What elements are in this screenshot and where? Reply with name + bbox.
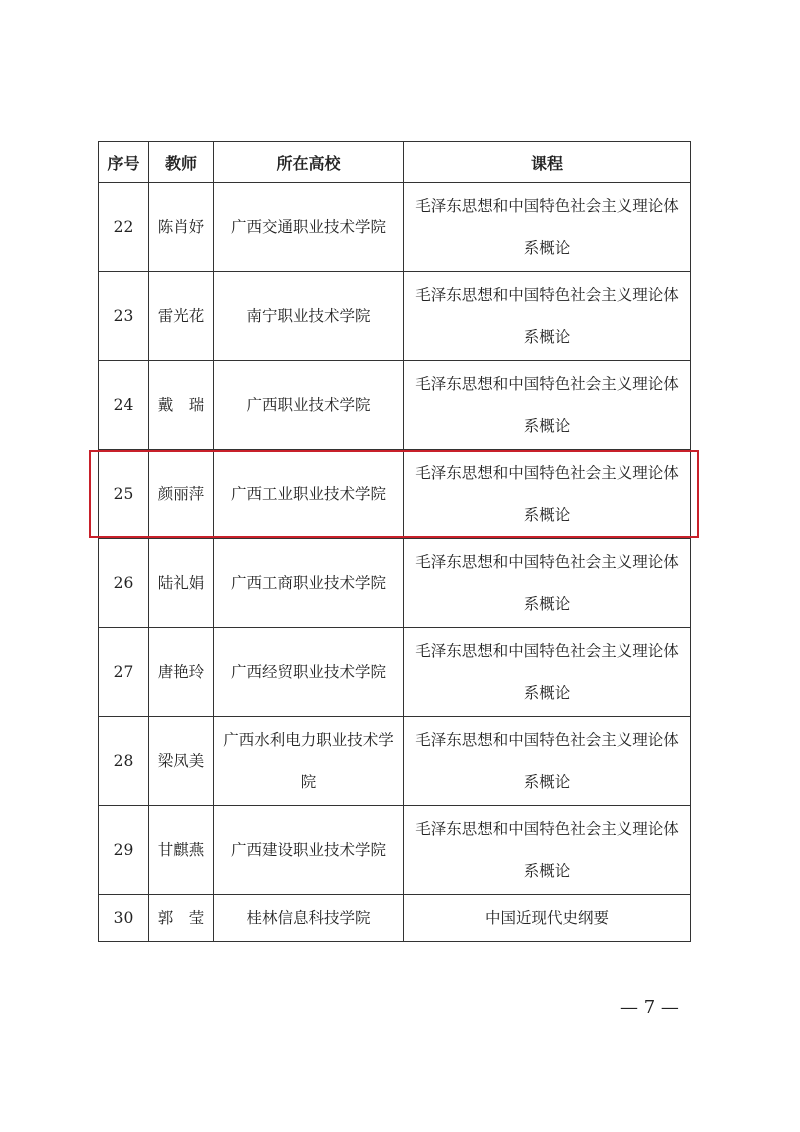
- cell-no: 23: [99, 272, 149, 361]
- cell-teacher: 甘麒燕: [149, 806, 214, 895]
- cell-school: 南宁职业技术学院: [214, 272, 404, 361]
- cell-no: 25: [99, 450, 149, 539]
- cell-teacher: 陈肖妤: [149, 183, 214, 272]
- cell-no: 22: [99, 183, 149, 272]
- header-teacher: 教师: [149, 142, 214, 183]
- cell-no: 26: [99, 539, 149, 628]
- table-row: [99, 183, 691, 272]
- cell-school: 桂林信息科技学院: [214, 895, 404, 942]
- table-row: [99, 272, 691, 361]
- cell-no: 24: [99, 361, 149, 450]
- teacher-table: [98, 141, 691, 942]
- header-course: 课程: [404, 142, 691, 183]
- page-number: — 7 —: [620, 997, 679, 1018]
- cell-course: 毛泽东思想和中国特色社会主义理论体系概论: [404, 628, 691, 717]
- cell-teacher: 雷光花: [149, 272, 214, 361]
- table-row: [99, 717, 691, 806]
- cell-no: 29: [99, 806, 149, 895]
- table-row: [99, 539, 691, 628]
- table-row: [99, 806, 691, 895]
- cell-course: 毛泽东思想和中国特色社会主义理论体系概论: [404, 806, 691, 895]
- cell-teacher: 陆礼娟: [149, 539, 214, 628]
- cell-teacher: 戴 瑞: [149, 361, 214, 450]
- cell-school: 广西水利电力职业技术学院: [214, 717, 404, 806]
- cell-school: 广西职业技术学院: [214, 361, 404, 450]
- cell-course: 毛泽东思想和中国特色社会主义理论体系概论: [404, 450, 691, 539]
- cell-teacher: 梁凤美: [149, 717, 214, 806]
- cell-course: 毛泽东思想和中国特色社会主义理论体系概论: [404, 361, 691, 450]
- header-no: 序号: [99, 142, 149, 183]
- cell-no: 30: [99, 895, 149, 942]
- cell-course: 中国近现代史纲要: [404, 895, 691, 942]
- table-row: [99, 628, 691, 717]
- cell-course: 毛泽东思想和中国特色社会主义理论体系概论: [404, 272, 691, 361]
- cell-no: 27: [99, 628, 149, 717]
- cell-school: 广西交通职业技术学院: [214, 183, 404, 272]
- cell-teacher: 唐艳玲: [149, 628, 214, 717]
- cell-course: 毛泽东思想和中国特色社会主义理论体系概论: [404, 717, 691, 806]
- cell-course: 毛泽东思想和中国特色社会主义理论体系概论: [404, 539, 691, 628]
- cell-teacher: 颜丽萍: [149, 450, 214, 539]
- table-row: [99, 895, 691, 942]
- table-row-highlighted: [99, 450, 691, 539]
- cell-no: 28: [99, 717, 149, 806]
- cell-course: 毛泽东思想和中国特色社会主义理论体系概论: [404, 183, 691, 272]
- cell-school: 广西建设职业技术学院: [214, 806, 404, 895]
- table-row: [99, 361, 691, 450]
- table-header-row: [99, 142, 691, 183]
- cell-school: 广西经贸职业技术学院: [214, 628, 404, 717]
- cell-school: 广西工商职业技术学院: [214, 539, 404, 628]
- header-school: 所在高校: [214, 142, 404, 183]
- cell-teacher: 郭 莹: [149, 895, 214, 942]
- cell-school: 广西工业职业技术学院: [214, 450, 404, 539]
